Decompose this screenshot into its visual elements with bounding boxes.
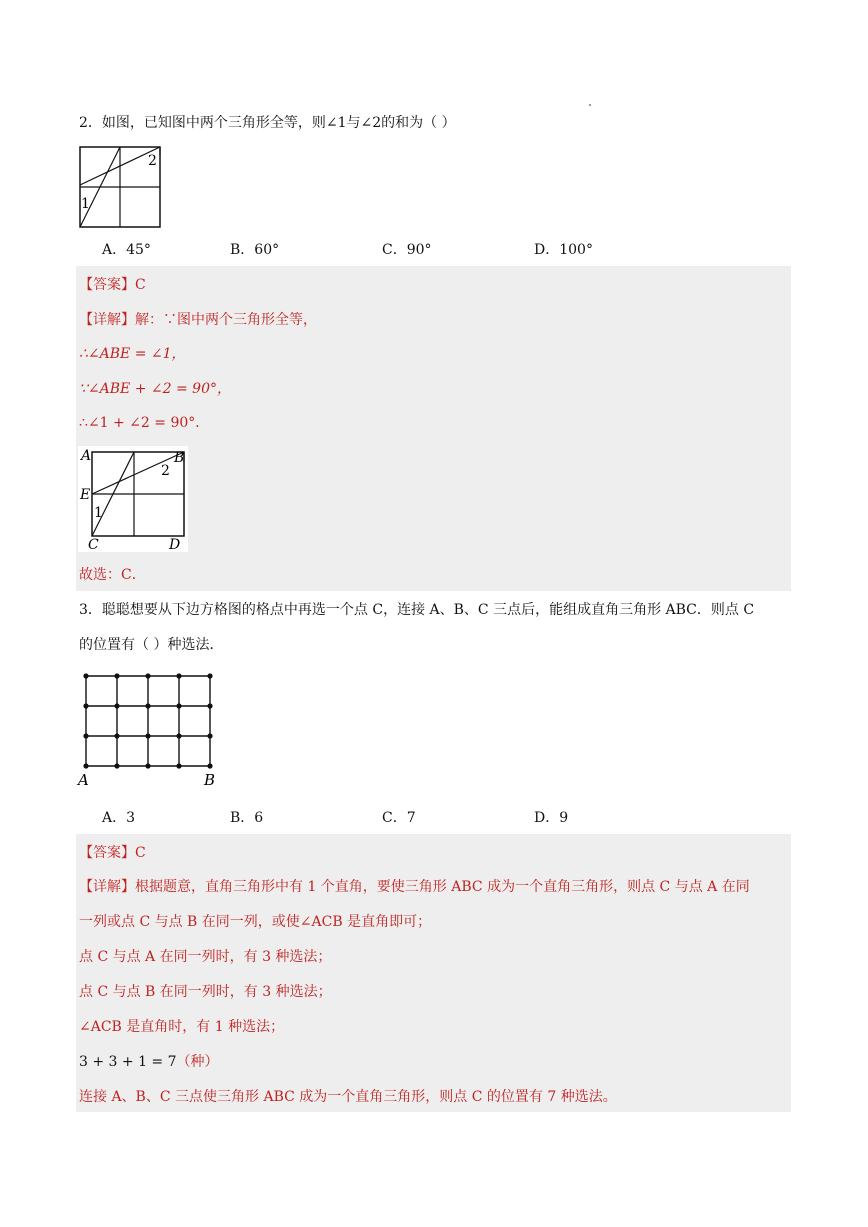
grid-point: [83, 673, 88, 678]
q3-question-line2: 的位置有（ ）种选法．: [79, 637, 224, 653]
grid-point: [83, 763, 88, 768]
q3-option-d: D．9: [534, 810, 569, 826]
q3-detail-line5: ∠ACB 是直角时，有 1 种选法；: [79, 1019, 285, 1035]
grid-point: [114, 673, 119, 678]
grid-point: [176, 733, 181, 738]
fig-label-b: B: [174, 450, 185, 466]
q2-detail-text: 解：∵图中两个三角形全等，: [135, 312, 317, 328]
grid-point: [207, 673, 212, 678]
grid-point: [83, 733, 88, 738]
q2-figure-label-1: 1: [81, 196, 90, 212]
q3-label-a: A: [78, 771, 89, 789]
q3-equation-unit: （种）: [176, 1054, 219, 1070]
q2-step-1: ∴∠ABE = ∠1，: [79, 346, 186, 362]
q2-detail: [79, 310, 317, 330]
grid-point: [176, 703, 181, 708]
grid-point: [176, 673, 181, 678]
fig-label-a: A: [81, 448, 92, 464]
q3-detail-label: 【详解】: [79, 879, 135, 895]
grid-point: [176, 763, 181, 768]
grid-point: [145, 733, 150, 738]
fig-label-e: E: [80, 487, 91, 503]
q3-detail-line1: [79, 877, 750, 897]
grid-point: [83, 703, 88, 708]
q2-answer: 【答案】C: [79, 277, 146, 293]
grid-point: [114, 733, 119, 738]
grid-point: [207, 763, 212, 768]
q2-figure-label-2: 2: [148, 153, 157, 169]
q2-question: 2．如图，已知图中两个三角形全等，则∠1与∠2的和为（ ）: [79, 115, 456, 131]
grid-point: [114, 703, 119, 708]
grid-point: [145, 703, 150, 708]
q2-option-b: B．60°: [230, 242, 280, 258]
q3-option-c: C．7: [382, 810, 416, 826]
q3-grid-figure: [74, 668, 224, 792]
fig-label-1: 1: [94, 505, 103, 521]
q2-conclusion: 故选：C．: [79, 567, 146, 583]
q2-step-2: ∵∠ABE + ∠2 = 90°，: [79, 381, 231, 397]
q2-option-a: A．45°: [102, 242, 151, 258]
page-mark: [589, 104, 591, 106]
q3-equation: 3 + 3 + 1 = 7: [79, 1054, 177, 1070]
grid-point: [114, 763, 119, 768]
grid-point: [207, 703, 212, 708]
fig-label-2: 2: [161, 463, 170, 479]
q3-detail-line3: 点 C 与点 A 在同一列时，有 3 种选法；: [79, 949, 332, 965]
grid-point: [207, 733, 212, 738]
q3-detail-text-1: 根据题意，直角三角形中有 1 个直角，要使三角形 ABC 成为一个直角三角形，则点 C 与点 A 在同: [135, 879, 750, 895]
q2-answer-figure: [78, 446, 188, 552]
q3-option-b: B．6: [230, 810, 264, 826]
fig-label-c: C: [88, 537, 99, 552]
q2-option-c: C．90°: [382, 242, 432, 258]
q2-detail-label: 【详解】: [79, 312, 135, 328]
q3-label-b: B: [204, 771, 216, 789]
q3-answer: 【答案】C: [79, 845, 146, 861]
q3-detail-line7: 连接 A、B、C 三点使三角形 ABC 成为一个直角三角形，则点 C 的位置有 7 种选法。: [79, 1089, 617, 1105]
q3-detail-line2: 一列或点 C 与点 B 在同一列，或使∠ACB 是直角即可；: [79, 914, 432, 930]
q3-option-a: A．3: [102, 810, 136, 826]
q3-detail-equation: [79, 1052, 219, 1072]
q2-option-d: D．100°: [534, 242, 593, 258]
q2-figure: [79, 145, 163, 229]
grid-point: [145, 763, 150, 768]
q3-detail-line4: 点 C 与点 B 在同一列时，有 3 种选法；: [79, 984, 332, 1000]
fig-label-d: D: [169, 537, 181, 552]
q2-step-3: ∴∠1 + ∠2 = 90°．: [79, 415, 210, 431]
q3-question-line1: 3．聪聪想要从下边方格图的格点中再选一个点 C，连接 A、B、C 三点后，能组成直角三角形 ABC．则点 C: [79, 602, 755, 618]
grid-point: [145, 673, 150, 678]
